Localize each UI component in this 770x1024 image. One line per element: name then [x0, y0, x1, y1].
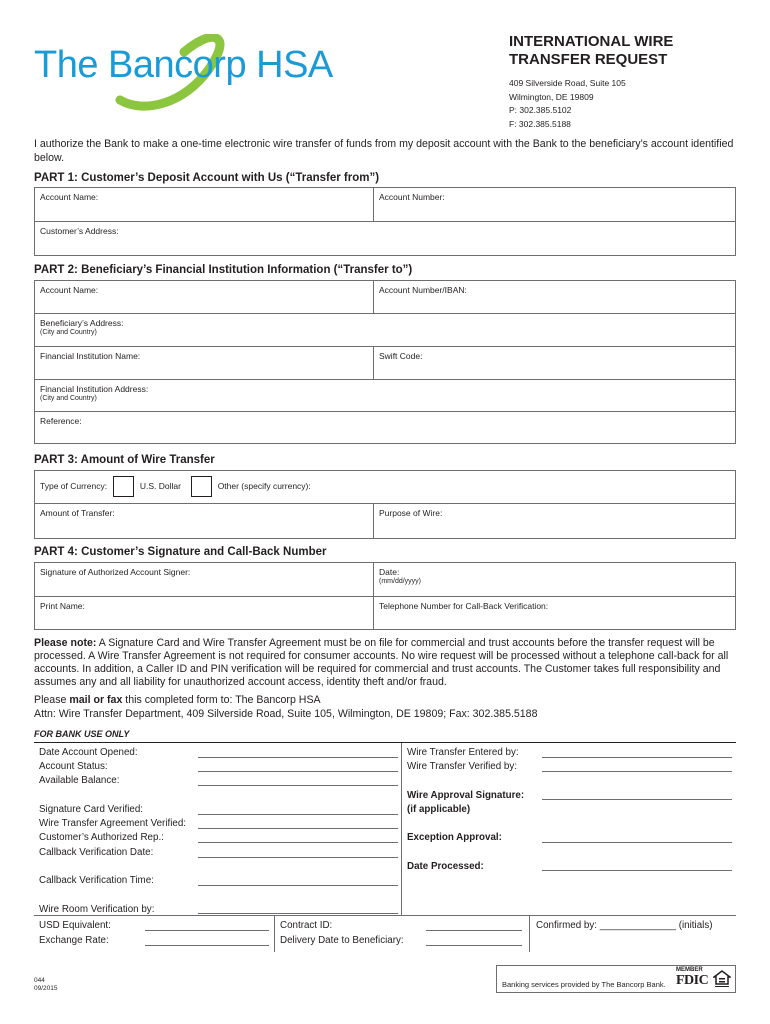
account-number-field[interactable]: [374, 188, 450, 221]
wire-entered-label: Wire Transfer Entered by:: [407, 747, 519, 758]
approval-signature-hint: (if applicable): [407, 804, 471, 815]
date-account-opened-line[interactable]: [198, 757, 398, 758]
contract-id-line[interactable]: [426, 930, 522, 931]
address-city: Wilmington, DE 19809: [509, 91, 594, 102]
exception-approval-label: Exception Approval:: [407, 832, 502, 843]
part1-title: PART 1: Customer’s Deposit Account with Us (“Transfer from”): [34, 172, 380, 184]
document-title: [509, 33, 729, 69]
authorization-statement: I authorize the Bank to make a one-time electronic wire transfer of funds from my deposit account with the Bank to the beneficiary’s account identified below.: [34, 138, 734, 164]
note-heading: Please note:: [34, 637, 97, 649]
reference-label: Reference:: [40, 416, 82, 426]
print-name-label: Print Name:: [40, 601, 85, 611]
address-fax: F: 302.385.5188: [509, 118, 571, 129]
beneficiary-address-field[interactable]: [35, 314, 735, 346]
initials-hint: (initials): [678, 920, 713, 931]
date-format-hint: (mm/dd/yyyy): [379, 578, 421, 585]
form-revision-date: 09/2015: [34, 985, 58, 992]
amount-field[interactable]: [35, 504, 374, 538]
fdic-logo: FDIC: [676, 973, 709, 988]
signature-card-line[interactable]: [198, 814, 398, 815]
fdic-member-label: MEMBER: [676, 967, 703, 973]
usd-equivalent-line[interactable]: [145, 930, 269, 931]
wire-verified-label: Wire Transfer Verified by:: [407, 761, 517, 772]
authorized-rep-label: Customer’s Authorized Rep.:: [39, 832, 164, 843]
callback-date-line[interactable]: [198, 857, 398, 858]
account-name-label: Account Name:: [40, 192, 99, 202]
date-processed-label: Date Processed:: [407, 861, 484, 872]
part1-form: [34, 187, 736, 256]
part2-title: PART 2: Beneficiary’s Financial Institution Information (“Transfer to”): [34, 264, 413, 276]
date-processed-line[interactable]: [542, 870, 732, 871]
usd-label: U.S. Dollar: [139, 480, 181, 491]
bank-use-section: [34, 742, 736, 951]
please-note-paragraph: [34, 637, 736, 689]
institution-name-label: Financial Institution Name:: [40, 351, 141, 361]
beneficiary-account-name-field[interactable]: [35, 281, 374, 313]
confirmed-by-label: [536, 920, 712, 931]
address-street: 409 Silverside Road, Suite 105: [509, 78, 626, 88]
institution-address-label: Financial Institution Address:: [40, 384, 149, 394]
wire-room-label: Wire Room Verification by:: [39, 904, 155, 915]
confirmed-by-blank[interactable]: ______________: [599, 920, 676, 931]
date-account-opened-label: Date Account Opened:: [39, 747, 138, 758]
part2-form: [34, 280, 736, 444]
title-line-1: INTERNATIONAL WIRE: [509, 33, 674, 50]
note-text: A Signature Card and Wire Transfer Agreement must be on file for commercial and trust accounts before the transfer request will be processed. A Wire Transfer Agreement is not required for consumer accounts. No wire request will be processed without a telephone call-back for all accounts. In addition, a Caller ID and PIN verification will be required for commercial and trust accounts. The Customer takes full responsibility and assumes any and all liability for unauthorized account access, identity theft and/or fraud.: [34, 637, 729, 688]
telephone-label: Telephone Number for Call-Back Verification:: [379, 601, 549, 611]
signature-field[interactable]: [35, 563, 374, 596]
wire-room-line[interactable]: [198, 913, 398, 914]
institution-address-field[interactable]: [35, 380, 735, 411]
callback-time-line[interactable]: [198, 885, 398, 886]
signature-label: Signature of Authorized Account Signer:: [40, 567, 191, 577]
address-phone: P: 302.385.5102: [509, 105, 572, 115]
mail-instructions: [34, 694, 736, 721]
account-status-label: Account Status:: [39, 761, 108, 772]
logo-wordmark: The Bancorp HSA: [34, 44, 333, 86]
exception-approval-line[interactable]: [542, 842, 732, 843]
purpose-field[interactable]: [374, 504, 447, 538]
bancorp-hsa-logo: [34, 34, 344, 114]
swift-code-field[interactable]: [374, 347, 427, 379]
beneficiary-address-label: Beneficiary’s Address:: [40, 318, 124, 328]
institution-name-field[interactable]: [35, 347, 374, 379]
currency-type-row: [35, 471, 735, 503]
date-field[interactable]: [374, 563, 426, 596]
reference-field[interactable]: [35, 412, 735, 443]
usd-checkbox[interactable]: [113, 476, 134, 497]
banking-services-text: Banking services provided by The Bancorp Bank.: [502, 980, 666, 989]
usd-equivalent-label: USD Equivalent:: [39, 920, 111, 931]
beneficiary-address-hint: (City and Country): [40, 329, 97, 336]
footer-banking-box: [496, 965, 736, 993]
confirmed-by-text: Confirmed by:: [536, 920, 597, 931]
bank-divider-3: [529, 915, 530, 952]
mail-line-2: Attn: Wire Transfer Department, 409 Silverside Road, Suite 105, Wilmington, DE 19809; Fax: 302.385.5188: [34, 707, 538, 720]
bank-divider-horizontal: [34, 915, 736, 916]
swift-code-label: Swift Code:: [379, 351, 423, 361]
account-iban-label: Account Number/IBAN:: [379, 285, 467, 295]
wire-verified-line[interactable]: [542, 771, 732, 772]
part4-form: [34, 562, 736, 630]
bank-divider-vertical: [401, 743, 402, 915]
other-currency-label: Other (specify currency):: [217, 480, 311, 491]
equal-housing-icon: [713, 970, 731, 990]
bank-address: [509, 77, 626, 131]
approval-signature-line[interactable]: [542, 799, 732, 800]
callback-date-label: Callback Verification Date:: [39, 847, 154, 858]
currency-type-label: Type of Currency:: [40, 480, 108, 491]
mail-or-fax: mail or fax: [69, 694, 123, 706]
form-number: [34, 977, 58, 993]
contract-id-label: Contract ID:: [280, 920, 333, 931]
bank-divider-2: [274, 915, 275, 952]
wire-entered-line[interactable]: [542, 757, 732, 758]
account-number-label: Account Number:: [379, 192, 445, 202]
available-balance-label: Available Balance:: [39, 775, 120, 786]
approval-signature-label: Wire Approval Signature:: [407, 790, 525, 801]
available-balance-line[interactable]: [198, 785, 398, 786]
part3-title: PART 3: Amount of Wire Transfer: [34, 454, 215, 466]
bank-use-heading: FOR BANK USE ONLY: [34, 729, 130, 739]
account-iban-field[interactable]: [374, 281, 472, 313]
customer-address-field[interactable]: [35, 222, 735, 255]
account-status-line[interactable]: [198, 771, 398, 772]
callback-time-label: Callback Verification Time:: [39, 875, 154, 886]
authorized-rep-line[interactable]: [198, 842, 398, 843]
wire-agreement-label: Wire Transfer Agreement Verified:: [39, 818, 187, 829]
part3-form: [34, 470, 736, 539]
customer-address-label: Customer’s Address:: [40, 226, 119, 236]
date-label: Date:: [379, 567, 400, 577]
institution-address-hint: (City and Country): [40, 395, 97, 402]
mail-prefix: Please: [34, 694, 70, 706]
signature-card-label: Signature Card Verified:: [39, 804, 144, 815]
delivery-date-label: Delivery Date to Beneficiary:: [280, 935, 404, 946]
title-line-2: TRANSFER REQUEST: [509, 51, 668, 68]
other-currency-checkbox[interactable]: [191, 476, 212, 497]
telephone-field[interactable]: [374, 597, 553, 629]
form-number-code: 044: [34, 977, 45, 984]
print-name-field[interactable]: [35, 597, 374, 629]
mail-suffix: this completed form to: The Bancorp HSA: [122, 694, 321, 706]
purpose-label: Purpose of Wire:: [379, 508, 443, 518]
wire-agreement-line[interactable]: [198, 828, 398, 829]
exchange-rate-label: Exchange Rate:: [39, 935, 109, 946]
delivery-date-line[interactable]: [426, 945, 522, 946]
exchange-rate-line[interactable]: [145, 945, 269, 946]
mail-line-1: [34, 694, 736, 708]
amount-label: Amount of Transfer:: [40, 508, 115, 518]
part4-title: PART 4: Customer’s Signature and Call-Back Number: [34, 546, 327, 558]
beneficiary-account-name-label: Account Name:: [40, 285, 99, 295]
account-name-field[interactable]: [35, 188, 374, 221]
